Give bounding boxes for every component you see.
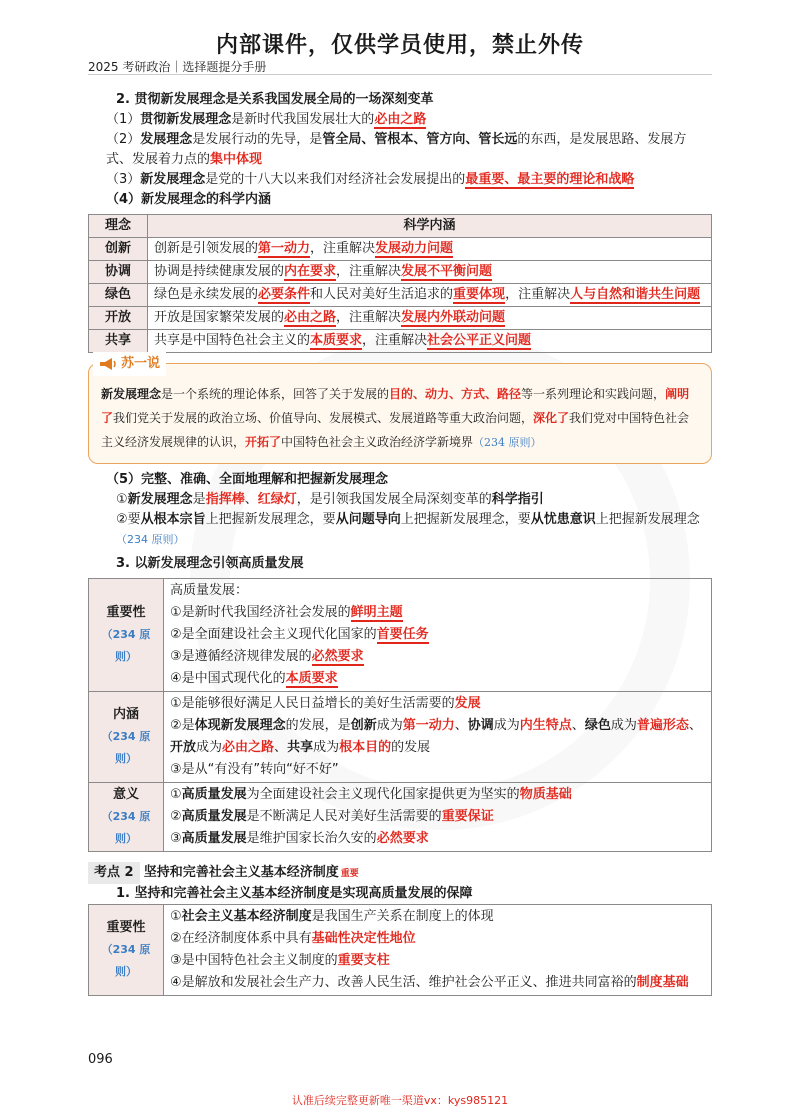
point-2-emph: 管全局、管根本、管方向、管长远 bbox=[322, 132, 518, 147]
meaning-key: 必要条件 bbox=[258, 287, 311, 302]
point-3-key: 最重要、最主要的理论和战略 bbox=[465, 172, 635, 187]
list-item bbox=[170, 806, 705, 828]
item-text: 成为 bbox=[196, 740, 223, 755]
item-text: ③是遵循经济规律发展的 bbox=[170, 649, 312, 664]
item-text: 上把握新发展理念，要 bbox=[205, 512, 336, 527]
row-body-connotation bbox=[164, 692, 712, 783]
header-divider bbox=[88, 74, 712, 75]
row-head-significance bbox=[89, 783, 164, 852]
item-key: 指挥棒 bbox=[205, 492, 245, 507]
table-row bbox=[89, 692, 712, 783]
list-item bbox=[170, 693, 705, 715]
point-1 bbox=[88, 110, 712, 130]
item-text: 的发展，是 bbox=[285, 718, 351, 733]
item-text: ①是能够很好满足人民日益增长的美好生活需要的 bbox=[170, 696, 455, 711]
item-key: 必由之路 bbox=[222, 740, 275, 755]
meaning-text: ，注重解决 bbox=[336, 264, 402, 279]
tip-key: 阐明了 bbox=[101, 387, 690, 425]
megaphone-icon bbox=[99, 356, 117, 372]
meaning-key: 重要体现 bbox=[453, 287, 506, 302]
kp2-title: 坚持和完善社会主义基本经济制度 bbox=[143, 865, 339, 880]
item-key: 鲜明主题 bbox=[350, 605, 403, 620]
item-text: ③是中国特色社会主义制度的 bbox=[170, 953, 338, 968]
row-head-text: 内涵 bbox=[112, 707, 139, 722]
point-2 bbox=[88, 130, 712, 170]
point-3-term: 新发展理念 bbox=[140, 172, 206, 187]
meaning-key: 发展内外联动问题 bbox=[401, 310, 506, 325]
meaning-key: 本质要求 bbox=[310, 333, 363, 348]
section-heading-2: 2. 贯彻新发展理念是关系我国发展全局的一场深刻变革 bbox=[116, 92, 434, 107]
meaning-key: 发展不平衡问题 bbox=[401, 264, 493, 279]
item-text: ③ bbox=[170, 831, 182, 846]
point-4: （4）新发展理念的科学内涵 bbox=[106, 192, 272, 207]
table-row bbox=[89, 307, 712, 330]
point-2-key: 集中体现 bbox=[210, 152, 263, 167]
row-head-text: 重要性 bbox=[106, 605, 146, 620]
row-intro: 高质量发展： bbox=[170, 583, 249, 598]
table-row bbox=[89, 238, 712, 261]
concept-meaning bbox=[148, 261, 712, 284]
row-head-importance bbox=[89, 579, 164, 692]
item-term: 从根本宗旨 bbox=[140, 512, 206, 527]
item-text: 、 bbox=[244, 492, 258, 507]
concept-name: 协调 bbox=[89, 261, 148, 284]
row-head-text: 意义 bbox=[112, 787, 139, 802]
meaning-key: 人与自然和谐共生问题 bbox=[570, 287, 701, 302]
meaning-text: 创新是引领发展的 bbox=[154, 241, 259, 256]
point-5-item-2 bbox=[88, 510, 712, 550]
item-key: 首要任务 bbox=[376, 627, 429, 642]
point-5-item-1 bbox=[88, 490, 712, 510]
table-row bbox=[89, 905, 712, 996]
item-text: 成为 bbox=[376, 718, 403, 733]
concept-name: 创新 bbox=[89, 238, 148, 261]
item-text: 、 bbox=[274, 740, 288, 755]
item-text: ① bbox=[170, 909, 182, 924]
concepts-col-name: 理念 bbox=[89, 215, 148, 238]
point-3-num: （3） bbox=[106, 172, 141, 187]
meaning-text: ，注重解决 bbox=[336, 310, 402, 325]
item-text: 成为 bbox=[610, 718, 637, 733]
concept-name: 开放 bbox=[89, 307, 148, 330]
list-item bbox=[170, 950, 705, 972]
concept-meaning bbox=[148, 284, 712, 307]
item-key: 红绿灯 bbox=[257, 492, 297, 507]
tip-label-text: 苏一说 bbox=[121, 356, 161, 371]
item-key: 基础性决定性地位 bbox=[311, 931, 416, 946]
item-key: 根本目的 bbox=[339, 740, 392, 755]
item-term: 科学指引 bbox=[491, 492, 544, 507]
list-item bbox=[170, 668, 705, 690]
meaning-text: 协调是持续健康发展的 bbox=[154, 264, 285, 279]
item-term: 社会主义基本经济制度 bbox=[181, 909, 312, 924]
item-text: 是维护国家长治久安的 bbox=[246, 831, 377, 846]
item-term: 协调 bbox=[467, 718, 494, 733]
item-key: 重要支柱 bbox=[337, 953, 390, 968]
book-subtitle: 2025 考研政治｜选择题提分手册 bbox=[88, 60, 267, 74]
item-text: 是我国生产关系在制度上的体现 bbox=[311, 909, 494, 924]
item-key: 物质基础 bbox=[519, 787, 572, 802]
meaning-text: 开放是国家繁荣发展的 bbox=[154, 310, 285, 325]
tip-text: 等一系列理论和实践问题， bbox=[521, 387, 666, 401]
point-2-num: （2） bbox=[106, 132, 141, 147]
table-row bbox=[89, 261, 712, 284]
list-item bbox=[170, 602, 705, 624]
point-3-text: 是党的十八大以来我们对经济社会发展提出的 bbox=[205, 172, 466, 187]
item-text: 为全面建设社会主义现代化国家提供更为坚实的 bbox=[246, 787, 520, 802]
item-key: 本质要求 bbox=[285, 671, 338, 686]
kp2-label: 考点 2 bbox=[88, 862, 140, 884]
concepts-col-meaning: 科学内涵 bbox=[148, 215, 712, 238]
tip-label bbox=[93, 352, 166, 376]
item-key: 普遍形态 bbox=[636, 718, 689, 733]
item-key: 必然要求 bbox=[376, 831, 429, 846]
meaning-key: 内在要求 bbox=[284, 264, 337, 279]
item-term: 绿色 bbox=[584, 718, 611, 733]
item-text: 、 bbox=[688, 718, 702, 733]
concept-meaning bbox=[148, 238, 712, 261]
item-num: ① bbox=[116, 492, 128, 507]
item-term: 从忧患意识 bbox=[530, 512, 596, 527]
point-2-text2: 的东西，是发展思路、发展方式、发展着力点的 bbox=[106, 132, 687, 167]
concept-meaning bbox=[148, 307, 712, 330]
item-text: ②要 bbox=[116, 512, 141, 527]
tip-text: 我们党关于发展的政治立场、价值导向、发展模式、发展道路等重大政治问题， bbox=[113, 411, 534, 425]
tip-key: 开拓了 bbox=[245, 435, 282, 449]
item-text: 是不断满足人民对美好生活需要的 bbox=[246, 809, 442, 824]
row-head-connotation bbox=[89, 692, 164, 783]
item-text: 、 bbox=[454, 718, 468, 733]
table-row bbox=[89, 284, 712, 307]
page-number: 096 bbox=[88, 1052, 113, 1067]
row-head-text: 重要性 bbox=[106, 920, 146, 935]
table-row bbox=[89, 579, 712, 692]
item-text: ④是中国式现代化的 bbox=[170, 671, 286, 686]
kp2-heading bbox=[88, 862, 712, 884]
item-text: 上把握新发展理念，要 bbox=[400, 512, 531, 527]
row-head-ref: （234 原则） bbox=[101, 628, 151, 663]
item-term: 创新 bbox=[350, 718, 377, 733]
table-row bbox=[89, 783, 712, 852]
section-heading-3: 3. 以新发展理念引领高质量发展 bbox=[116, 556, 304, 571]
item-text: 是 bbox=[192, 492, 206, 507]
tip-box bbox=[88, 356, 712, 464]
concept-name: 绿色 bbox=[89, 284, 148, 307]
footer-notice: 认准后续完整更新唯一渠道vx：kys985121 bbox=[291, 1094, 509, 1107]
item-text: ②是全面建设社会主义现代化国家的 bbox=[170, 627, 377, 642]
meaning-key: 必由之路 bbox=[284, 310, 337, 325]
tip-text: 我们党对中国特色社会主义经济发展规律的认识， bbox=[101, 411, 690, 449]
item-text: 的发展 bbox=[391, 740, 431, 755]
item-term: 体现新发展理念 bbox=[194, 718, 286, 733]
point-1-num: （1） bbox=[106, 112, 141, 127]
concept-name: 共享 bbox=[89, 330, 148, 353]
point-2-text: 是发展行动的先导，是 bbox=[192, 132, 323, 147]
confidential-title: 内部课件，仅供学员使用，禁止外传 bbox=[215, 33, 584, 58]
tip-ref: （234 原则） bbox=[473, 436, 542, 449]
point-1-key: 必由之路 bbox=[374, 112, 427, 127]
item-text: 、 bbox=[571, 718, 585, 733]
tip-key: 深化了 bbox=[533, 411, 570, 425]
list-item bbox=[170, 972, 705, 994]
item-key: 重要保证 bbox=[441, 809, 494, 824]
row-head-ref: （234 原则） bbox=[101, 730, 151, 765]
item-text: ①是新时代我国经济社会发展的 bbox=[170, 605, 351, 620]
item-text: ②在经济制度体系中具有 bbox=[170, 931, 312, 946]
quality-table bbox=[88, 578, 712, 852]
item-text: ① bbox=[170, 787, 182, 802]
point-1-text: 是新时代我国发展壮大的 bbox=[231, 112, 375, 127]
item-term: 开放 bbox=[170, 740, 197, 755]
item-text: ，是引领我国发展全局深刻变革的 bbox=[296, 492, 492, 507]
list-item bbox=[170, 624, 705, 646]
tip-text: 是一个系统的理论体系，回答了关于发展的 bbox=[161, 387, 390, 401]
meaning-text: 绿色是永续发展的 bbox=[154, 287, 259, 302]
item-key: 发展 bbox=[454, 696, 481, 711]
list-item bbox=[170, 715, 705, 759]
row-body-importance bbox=[164, 905, 712, 996]
meaning-text: ，注重解决 bbox=[310, 241, 376, 256]
tip-key: 目的、动力、方式、路径 bbox=[389, 387, 522, 401]
item-text: ②是 bbox=[170, 718, 195, 733]
meaning-key: 发展动力问题 bbox=[375, 241, 454, 256]
row-head-ref: （234 原则） bbox=[101, 810, 151, 845]
item-key: 第一动力 bbox=[402, 718, 455, 733]
row-head-ref: （234 原则） bbox=[101, 943, 151, 978]
meaning-text: 和人民对美好生活追求的 bbox=[310, 287, 454, 302]
tip-term: 新发展理念 bbox=[101, 387, 162, 401]
concepts-table bbox=[88, 214, 712, 353]
system-table bbox=[88, 904, 712, 996]
main-content bbox=[88, 90, 712, 996]
kp2-tag: 重要 bbox=[340, 869, 359, 879]
item-key: 必然要求 bbox=[311, 649, 364, 664]
item-term: 高质量发展 bbox=[181, 831, 247, 846]
list-item: ③是从“有没有”转向“好不好” bbox=[170, 762, 339, 777]
meaning-text: 共享是中国特色社会主义的 bbox=[154, 333, 311, 348]
item-ref: （234 原则） bbox=[116, 533, 185, 546]
item-term: 从问题导向 bbox=[335, 512, 401, 527]
item-key: 内生特点 bbox=[519, 718, 572, 733]
meaning-key: 第一动力 bbox=[258, 241, 311, 256]
point-5-heading: （5）完整、准确、全面地理解和把握新发展理念 bbox=[106, 472, 389, 487]
meaning-key: 社会公平正义问题 bbox=[427, 333, 532, 348]
kp2-subheading: 1. 坚持和完善社会主义基本经济制度是实现高质量发展的保障 bbox=[116, 886, 473, 901]
list-item bbox=[170, 646, 705, 668]
meaning-text: ，注重解决 bbox=[505, 287, 571, 302]
row-head-importance bbox=[89, 905, 164, 996]
item-term: 高质量发展 bbox=[181, 809, 247, 824]
table-row bbox=[89, 330, 712, 353]
item-text: ④是解放和发展社会生产力、改善人民生活、维护社会公平正义、推进共同富裕的 bbox=[170, 975, 637, 990]
item-key: 制度基础 bbox=[636, 975, 689, 990]
point-3 bbox=[88, 170, 712, 190]
item-term: 共享 bbox=[287, 740, 314, 755]
list-item bbox=[170, 928, 705, 950]
point-1-term: 贯彻新发展理念 bbox=[140, 112, 232, 127]
item-term: 新发展理念 bbox=[127, 492, 193, 507]
item-text: 成为 bbox=[313, 740, 340, 755]
concept-meaning bbox=[148, 330, 712, 353]
item-text: 成为 bbox=[493, 718, 520, 733]
list-item bbox=[170, 828, 705, 850]
tip-text: 中国特色社会主义政治经济学新境界 bbox=[281, 435, 474, 449]
point-2-term: 发展理念 bbox=[140, 132, 193, 147]
item-term: 高质量发展 bbox=[181, 787, 247, 802]
row-body-significance bbox=[164, 783, 712, 852]
item-text: ② bbox=[170, 809, 182, 824]
list-item bbox=[170, 906, 705, 928]
item-text: 上把握新发展理念 bbox=[595, 512, 700, 527]
list-item bbox=[170, 784, 705, 806]
meaning-text: ，注重解决 bbox=[362, 333, 428, 348]
row-body-importance bbox=[164, 579, 712, 692]
